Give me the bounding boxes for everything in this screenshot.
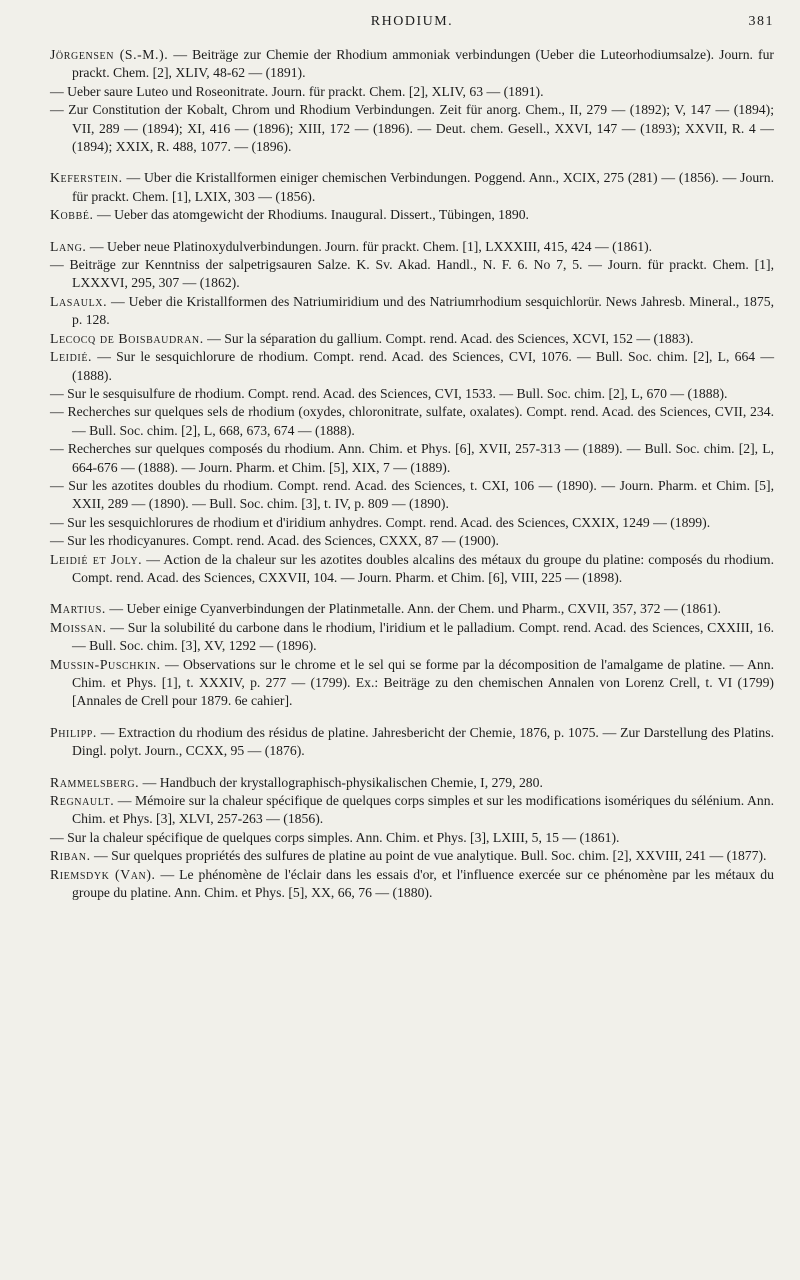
entry-text: — Mémoire sur la chaleur spécifique de quelques corps simples et sur les modifications isomériques du sélénium. Ann. Chim. et Phys. [3], XLVI, 257-263 — (1856).: [72, 793, 774, 827]
page-title: RHODIUM.: [370, 14, 454, 29]
entry-text: — Le phénomène de l'éclair dans les essais d'or, et l'influence exercée sur ce phénomène par les métaux du groupe du platine. Ann. Chim. et Phys. [5], XX, 66, 76 — (1880).: [72, 866, 774, 901]
entry-author: Riemsdyk (Van).: [50, 866, 156, 882]
bibliography-entry: [50, 293, 774, 330]
bibliography-section: [50, 169, 774, 224]
entry-author: Philipp.: [50, 724, 97, 740]
entry-text: — Sur quelques propriétés des sulfures de platine au point de vue analytique. Bull. Soc. chim. [2], XXVIII, 241 — (1877).: [94, 848, 767, 864]
entry-author: Regnault.: [50, 793, 115, 809]
bibliography-entry: [50, 477, 774, 514]
entry-author: Lang.: [50, 238, 87, 254]
entry-text: — Sur les azotites doubles du rhodium. Compt. rend. Acad. des Sciences, t. CXI, 106 — (1890). — Journ. Pharm. et Chim. [5], XXII, 289 — (1890). — Bull. Soc. chim. [3], t. IV, p. 809 — (1890).: [50, 477, 774, 512]
entry-text: — Sur la séparation du gallium. Compt. rend. Acad. des Sciences, XCVI, 152 — (1883).: [207, 330, 694, 346]
bibliography-section: [50, 774, 774, 903]
bibliography-section: [50, 238, 774, 588]
section-gap: [50, 711, 774, 724]
bibliography-entry: [50, 656, 775, 711]
entry-text: — Beiträge zur Chemie der Rhodium ammoniak verbindungen (Ueber die Luteorhodiumsalze). Journ. fur prackt. Chem. [2], XLIV, 48-62 — (1891).: [72, 47, 774, 81]
page: [50, 0, 774, 1280]
entry-author: Mussin-Puschkin.: [50, 656, 161, 672]
section-gap: [50, 156, 774, 169]
page-number: 381: [748, 14, 774, 29]
entry-text: — Sur les sesquichlorures de rhodium et d'iridium anhydres. Compt. rend. Acad. des Sciences, CXXIX, 1249 — (1899).: [50, 514, 711, 530]
bibliography-entry: [50, 619, 775, 656]
bibliography: [50, 46, 774, 902]
entry-author: Leidié.: [50, 349, 93, 365]
entry-text: — Extraction du rhodium des résidus de platine. Jahresbericht der Chemie, 1876, p. 1075. — Zur Darstellung des Platins. Dingl. polyt. Journ., CCXX, 95 — (1876).: [72, 724, 774, 759]
bibliography-entry: [50, 514, 774, 532]
entry-text: — Sur le sesquisulfure de rhodium. Compt. rend. Acad. des Sciences, CVI, 1533. — Bull. Soc. chim. [2], L, 670 — (1888).: [50, 385, 728, 401]
bibliography-entry: [50, 551, 774, 588]
section-gap: [50, 587, 774, 600]
entry-text: — Ueber das atomgewicht der Rhodiums. Inaugural. Dissert., Tübingen, 1890.: [97, 207, 529, 223]
entry-author: Lasaulx.: [50, 293, 108, 309]
section-gap: [50, 225, 774, 238]
section-gap: [50, 761, 774, 774]
bibliography-entry: [50, 169, 774, 206]
bibliography-entry: [50, 83, 774, 101]
bibliography-entry: [50, 101, 774, 156]
bibliography-entry: [50, 256, 774, 293]
entry-author: Keferstein.: [50, 170, 123, 186]
entry-author: Kobbé.: [50, 207, 94, 223]
entry-author: Rammelsberg.: [50, 774, 140, 790]
bibliography-section: [50, 724, 774, 761]
entry-text: — Ueber saure Luteo und Roseonitrate. Journ. für prackt. Chem. [2], XLIV, 63 — (1891).: [50, 83, 544, 99]
entry-author: Lecocq de Boisbaudran.: [50, 330, 204, 346]
bibliography-entry: [50, 600, 774, 618]
entry-text: — Ueber neue Platinoxydulverbindungen. Journ. für prackt. Chem. [1], LXXXIII, 415, 424 — (1861).: [89, 238, 653, 254]
bibliography-entry: [50, 774, 774, 792]
bibliography-entry: [50, 792, 774, 829]
bibliography-entry: [50, 829, 774, 847]
entry-text: — Sur la solubilité du carbone dans le rhodium, l'iridium et le palladium. Compt. rend. Acad. des Sciences, CXXIII, 16. — Bull. Soc. chim. [3], XV, 1292 — (1896).: [72, 619, 775, 654]
bibliography-section: [50, 600, 774, 710]
entry-text: — Sur les rhodicyanures. Compt. rend. Acad. des Sciences, CXXX, 87 — (1900).: [50, 533, 499, 549]
entry-author: Jörgensen (S.-M.).: [50, 47, 169, 62]
bibliography-entry: [50, 866, 774, 903]
entry-text: — Ueber einige Cyanverbindungen der Platinmetalle. Ann. der Chem. und Pharm., CXVII, 357, 372 — (1861).: [109, 601, 721, 617]
entry-text: — Ueber die Kristallformen des Natriumiridium und des Natriumrhodium sesquichlorür. News Jahresb. Mineral., 1875, p. 128.: [72, 293, 774, 328]
bibliography-entry: [50, 238, 774, 256]
bibliography-entry: [50, 46, 774, 83]
entry-author: Riban.: [50, 848, 91, 864]
bibliography-entry: [50, 532, 774, 550]
running-header: [50, 14, 774, 34]
entry-text: — Sur la chaleur spécifique de quelques corps simples. Ann. Chim. et Phys. [3], LXIII, 5, 15 — (1861).: [50, 829, 620, 845]
entry-author: Moissan.: [50, 619, 107, 635]
entry-text: — Recherches sur quelques sels de rhodium (oxydes, chloronitrate, sulfate, oxalates). Compt. rend. Acad. des Sciences, CVII, 234. — Bull. Soc. chim. [2], L, 668, 673, 674 — (1888).: [50, 404, 774, 438]
entry-text: — Zur Constitution der Kobalt, Chrom und Rhodium Verbindungen. Zeit für anorg. Chem., II, 279 — (1892); V, 147 — (1894); VII, 289 — (1894); XI, 416 — (1896); XIII, 172 — (1896). — Deut. chem. Gesell., XXVI, 147 — (1893); XXVII, R. 4 — (1894); XXIX, R. 488, 1077. — (1896).: [50, 102, 774, 155]
bibliography-entry: [50, 440, 774, 477]
entry-author: Martius.: [50, 601, 106, 617]
bibliography-entry: [50, 348, 775, 385]
bibliography-entry: [50, 403, 774, 440]
entry-text: — Handbuch der krystallographisch-physikalischen Chemie, I, 279, 280.: [142, 774, 543, 790]
entry-text: — Sur le sesquichlorure de rhodium. Compt. rend. Acad. des Sciences, CVI, 1076. — Bull. Soc. chim. [2], L, 664 — (1888).: [72, 349, 775, 383]
entry-text: — Uber die Kristallformen einiger chemischen Verbindungen. Poggend. Ann., XCIX, 275 (281) — (1856). — Journ. für prackt. Chem. [1], LXIX, 303 — (1856).: [72, 170, 774, 204]
entry-author: Leidié et Joly.: [50, 551, 143, 567]
bibliography-entry: [50, 385, 774, 403]
bibliography-entry: [50, 330, 774, 348]
bibliography-entry: [50, 847, 774, 865]
entry-text: — Observations sur le chrome et le sel qui se forme par la décomposition de l'amalgame de platine. — Ann. Chim. et Phys. [1], t. XXXIV, p. 277 — (1799). Ex.: Beiträge zu den chemischen Annalen von Lorenz Crell, t. VI (1799) [Annales de Crell pour 1879. 6e cahier].: [72, 656, 775, 709]
entry-text: — Action de la chaleur sur les azotites doubles alcalins des métaux du groupe du platine: composés du rhodium. Compt. rend. Acad. des Sciences, CXXVII, 104. — Journ. Pharm. et Chim. [6], VIII, 225 — (1898).: [72, 551, 774, 585]
entry-text: — Beiträge zur Kenntniss der salpetrigsauren Salze. K. Sv. Akad. Handl., N. F. 6. No 7, 5. — Journ. für prackt. Chem. [1], LXXXVI, 295, 307 — (1862).: [50, 257, 774, 291]
entry-text: — Recherches sur quelques composés du rhodium. Ann. Chim. et Phys. [6], XVII, 257-313 — (1889). — Bull. Soc. chim. [2], L, 664-676 — (1888). — Journ. Pharm. et Chim. [5], XIX, 7 — (1889).: [50, 441, 774, 475]
bibliography-entry: [50, 206, 774, 224]
bibliography-entry: [50, 724, 774, 761]
bibliography-section: [50, 46, 774, 156]
